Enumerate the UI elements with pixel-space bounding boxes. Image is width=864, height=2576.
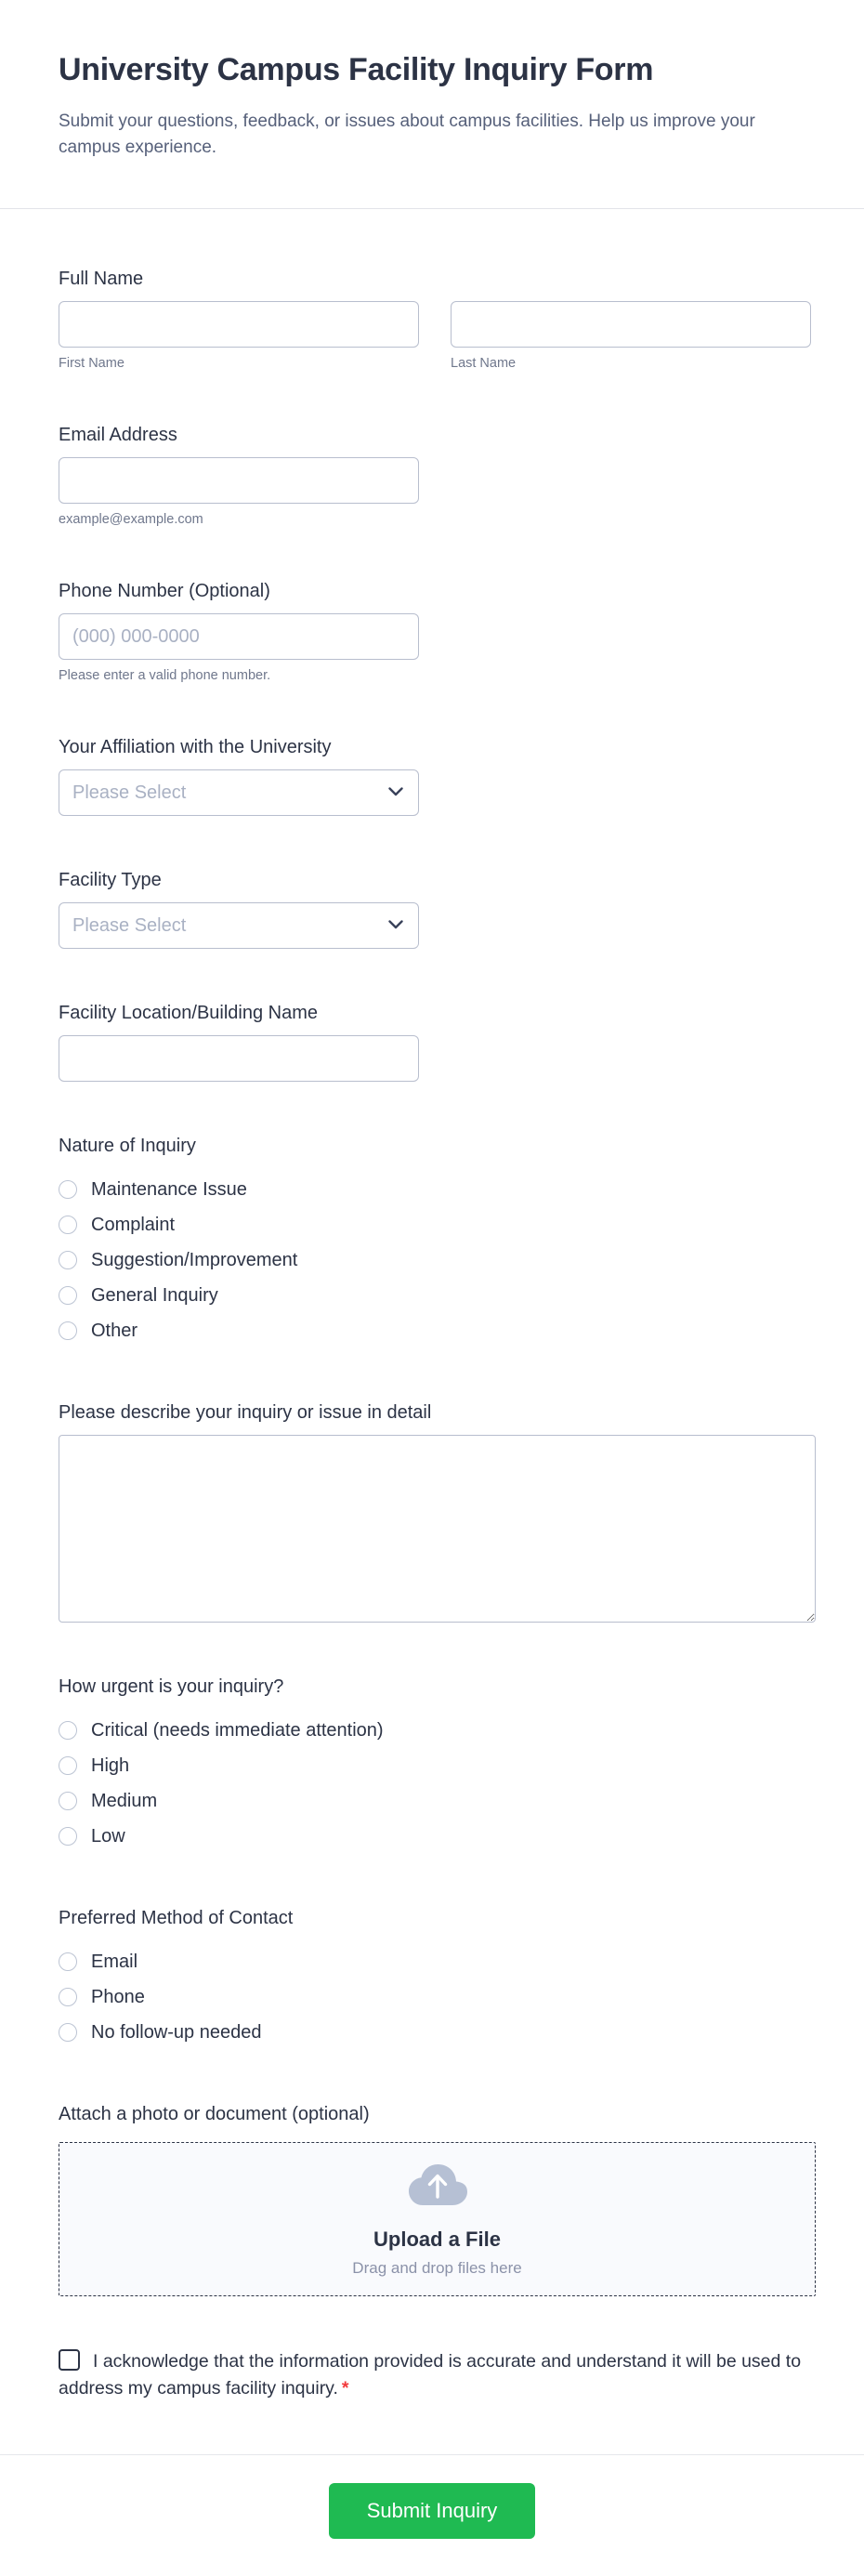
chevron-down-icon — [388, 917, 403, 934]
urgency-option-medium[interactable] — [59, 1783, 811, 1819]
first-name-input[interactable] — [59, 301, 419, 348]
attachment-label: Attach a photo or document (optional) — [59, 2104, 370, 2125]
radio-option-label: No follow-up needed — [91, 2021, 262, 2043]
file-upload-dropzone[interactable] — [59, 2142, 816, 2296]
field-phone — [59, 581, 811, 683]
contact-method-label: Preferred Method of Contact — [59, 1908, 294, 1929]
urgency-option-low[interactable] — [59, 1819, 811, 1854]
phone-sublabel: Please enter a valid phone number. — [59, 668, 271, 684]
field-contact-method — [59, 1908, 811, 2050]
field-attachment — [59, 2104, 811, 2296]
phone-input[interactable] — [59, 613, 419, 660]
radio-icon[interactable] — [59, 1216, 77, 1234]
affiliation-label: Your Affiliation with the University — [59, 737, 332, 758]
upload-cloud-icon — [404, 2162, 471, 2215]
facility-type-select[interactable] — [59, 902, 419, 949]
contact-option-email[interactable] — [59, 1944, 811, 1979]
radio-icon[interactable] — [59, 1251, 77, 1269]
submit-button[interactable]: Submit Inquiry — [329, 2483, 535, 2539]
upload-hint: Drag and drop files here — [352, 2258, 522, 2277]
facility-location-input[interactable] — [59, 1035, 419, 1082]
form-footer — [0, 2454, 864, 2576]
radio-option-label: Other — [91, 1320, 138, 1341]
facility-type-selected-value: Please Select — [72, 914, 187, 936]
field-email — [59, 425, 811, 527]
field-affiliation — [59, 737, 811, 816]
affiliation-select[interactable] — [59, 769, 419, 816]
urgency-option-high[interactable] — [59, 1748, 811, 1783]
last-name-input[interactable] — [451, 301, 811, 348]
radio-icon[interactable] — [59, 1988, 77, 2006]
urgency-label: How urgent is your inquiry? — [59, 1676, 284, 1698]
field-acknowledgement — [59, 2348, 811, 2403]
field-facility-type — [59, 870, 811, 949]
acknowledgement-text: I acknowledge that the information provided is accurate and understand it will be used to address my campus facility inquiry. — [59, 2351, 802, 2399]
radio-icon[interactable] — [59, 1756, 77, 1775]
nature-option-suggestion-improvement[interactable] — [59, 1242, 811, 1278]
facility-location-label: Facility Location/Building Name — [59, 1003, 319, 1024]
affiliation-selected-value: Please Select — [72, 782, 187, 803]
nature-option-complaint[interactable] — [59, 1207, 811, 1242]
radio-option-label: Medium — [91, 1790, 158, 1811]
radio-icon[interactable] — [59, 1827, 77, 1846]
radio-option-label: Low — [91, 1825, 125, 1847]
radio-option-label: Phone — [91, 1986, 145, 2007]
radio-option-label: Complaint — [91, 1214, 176, 1235]
contact-option-no-follow-up[interactable] — [59, 2015, 811, 2050]
upload-title: Upload a File — [373, 2227, 501, 2251]
chevron-down-icon — [388, 784, 403, 801]
radio-option-label: Maintenance Issue — [91, 1178, 247, 1200]
description-textarea[interactable] — [59, 1435, 816, 1623]
radio-icon[interactable] — [59, 1321, 77, 1340]
acknowledgement-checkbox[interactable] — [59, 2349, 80, 2371]
page-subtitle: Submit your questions, feedback, or issues about campus facilities. Help us improve your campus experience. — [59, 112, 755, 157]
email-sublabel: example@example.com — [59, 512, 203, 528]
email-label: Email Address — [59, 425, 177, 446]
field-facility-location — [59, 1003, 811, 1082]
field-nature-of-inquiry — [59, 1136, 811, 1348]
urgency-option-critical[interactable] — [59, 1713, 811, 1748]
radio-option-label: High — [91, 1755, 130, 1776]
contact-option-phone[interactable] — [59, 1979, 811, 2015]
radio-icon[interactable] — [59, 1792, 77, 1810]
radio-icon[interactable] — [59, 2023, 77, 2042]
facility-type-label: Facility Type — [59, 870, 162, 891]
field-description — [59, 1402, 811, 1623]
nature-label: Nature of Inquiry — [59, 1136, 196, 1157]
radio-option-label: Suggestion/Improvement — [91, 1249, 298, 1270]
radio-icon[interactable] — [59, 1952, 77, 1971]
full-name-label: Full Name — [59, 269, 144, 290]
phone-label: Phone Number (Optional) — [59, 581, 270, 602]
field-urgency — [59, 1676, 811, 1854]
nature-option-general-inquiry[interactable] — [59, 1278, 811, 1313]
radio-icon[interactable] — [59, 1180, 77, 1199]
form-header — [0, 0, 864, 209]
field-full-name — [59, 269, 811, 371]
required-asterisk: * — [341, 2378, 349, 2399]
radio-option-label: Critical (needs immediate attention) — [91, 1719, 384, 1741]
page-title: University Campus Facility Inquiry Form — [59, 52, 654, 87]
nature-option-other[interactable] — [59, 1313, 811, 1348]
radio-option-label: Email — [91, 1951, 138, 1972]
description-label: Please describe your inquiry or issue in detail — [59, 1402, 432, 1424]
nature-option-maintenance-issue[interactable] — [59, 1172, 811, 1207]
form-body — [0, 209, 864, 2403]
last-name-sublabel: Last Name — [451, 356, 517, 372]
radio-option-label: General Inquiry — [91, 1284, 218, 1306]
radio-icon[interactable] — [59, 1721, 77, 1740]
first-name-sublabel: First Name — [59, 356, 124, 372]
email-input[interactable] — [59, 457, 419, 504]
radio-icon[interactable] — [59, 1286, 77, 1305]
